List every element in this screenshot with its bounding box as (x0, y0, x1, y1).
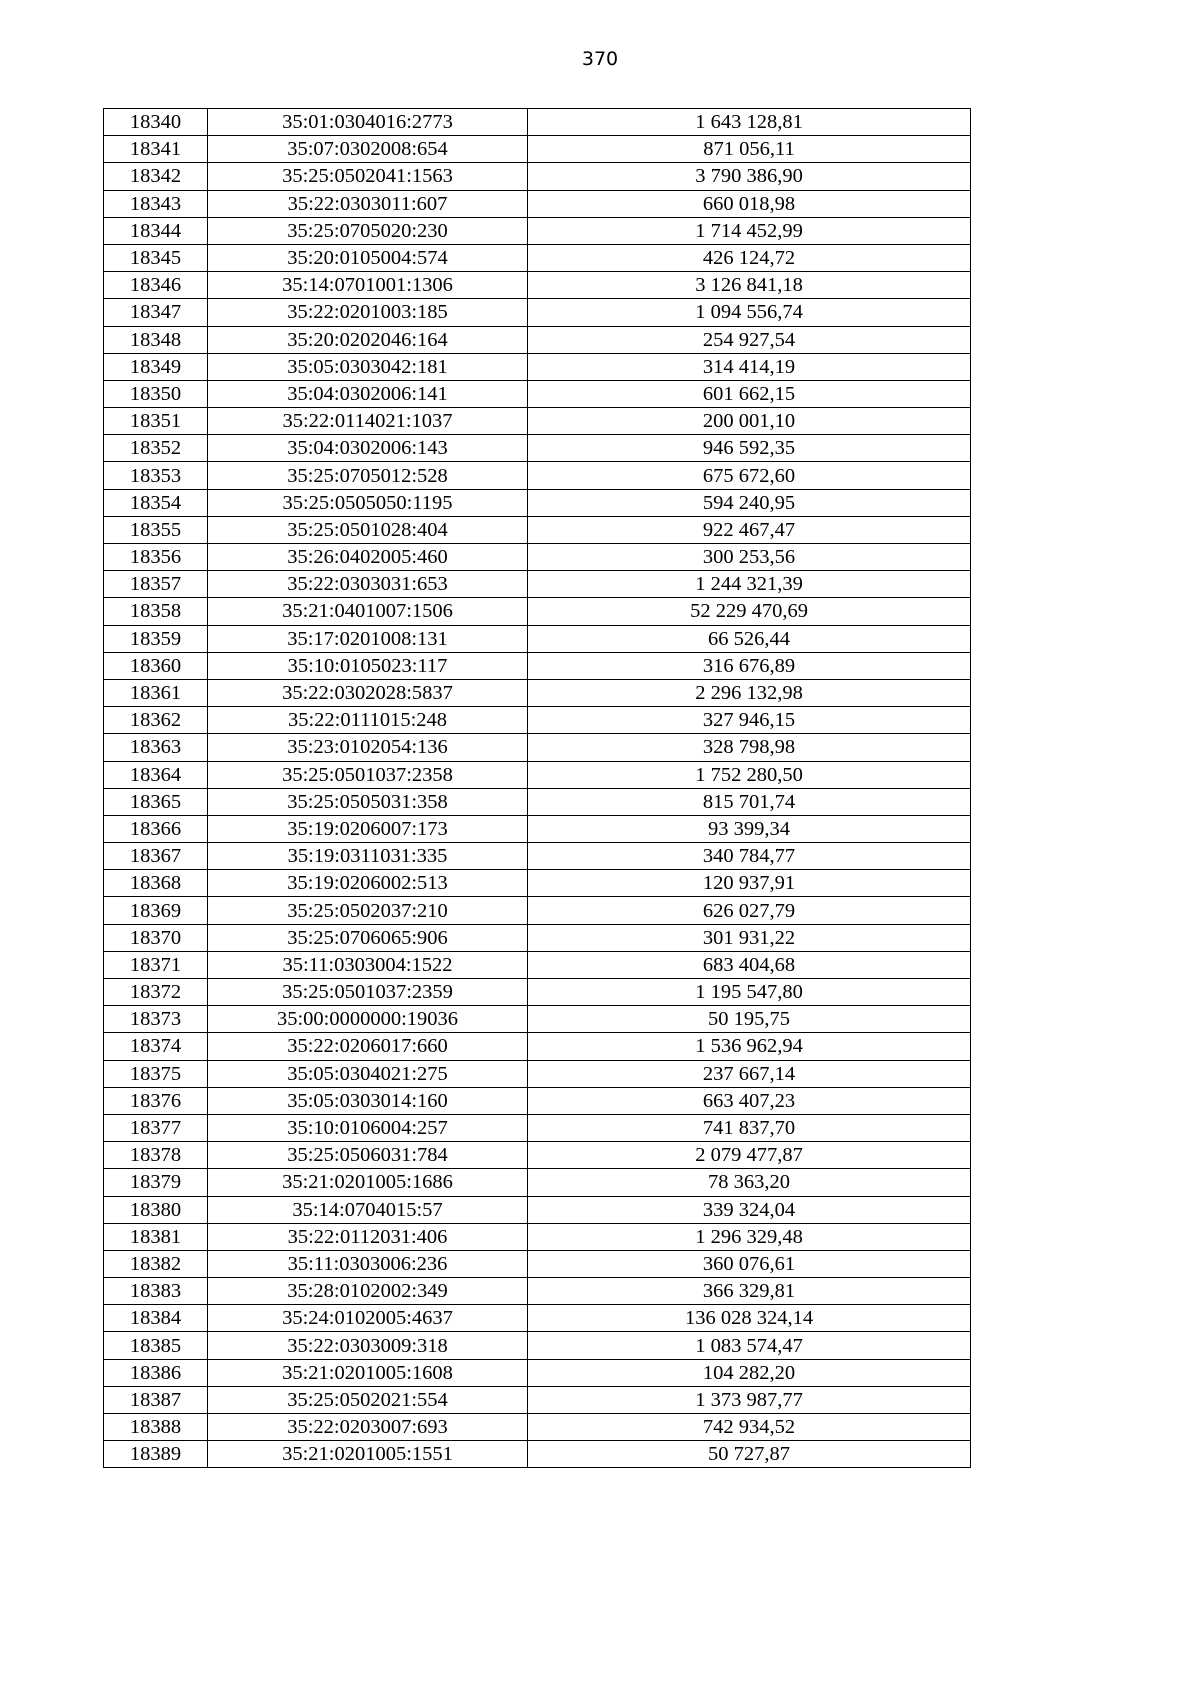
table-row (104, 1006, 971, 1033)
cadastral-value-cell: 1 195 547,80 (528, 979, 971, 1006)
row-number-cell: 18340 (104, 109, 208, 136)
cadastral-value-cell: 660 018,98 (528, 190, 971, 217)
row-number-cell: 18384 (104, 1305, 208, 1332)
row-number-cell: 18363 (104, 734, 208, 761)
row-number-cell: 18349 (104, 353, 208, 380)
row-number-cell: 18361 (104, 679, 208, 706)
cadastral-number-cell: 35:25:0506031:784 (208, 1142, 528, 1169)
cadastral-value-cell: 1 373 987,77 (528, 1386, 971, 1413)
cadastral-number-cell: 35:07:0302008:654 (208, 136, 528, 163)
cadastral-value-cell: 922 467,47 (528, 516, 971, 543)
table-row (104, 380, 971, 407)
row-number-cell: 18369 (104, 897, 208, 924)
table-row (104, 244, 971, 271)
cadastral-value-cell: 594 240,95 (528, 489, 971, 516)
cadastral-number-cell: 35:20:0202046:164 (208, 326, 528, 353)
row-number-cell: 18377 (104, 1114, 208, 1141)
cadastral-number-cell: 35:10:0106004:257 (208, 1114, 528, 1141)
row-number-cell: 18362 (104, 707, 208, 734)
cadastral-number-cell: 35:14:0701001:1306 (208, 272, 528, 299)
table-row (104, 707, 971, 734)
table-row (104, 272, 971, 299)
table-row (104, 571, 971, 598)
cadastral-number-cell: 35:25:0505031:358 (208, 788, 528, 815)
cadastral-value-cell: 1 714 452,99 (528, 217, 971, 244)
cadastral-value-table (103, 108, 971, 1468)
row-number-cell: 18341 (104, 136, 208, 163)
cadastral-value-cell: 426 124,72 (528, 244, 971, 271)
cadastral-number-cell: 35:22:0114021:1037 (208, 408, 528, 435)
table-row (104, 979, 971, 1006)
table-row (104, 761, 971, 788)
row-number-cell: 18368 (104, 870, 208, 897)
cadastral-number-cell: 35:19:0206007:173 (208, 815, 528, 842)
page-number: 370 (581, 48, 619, 70)
cadastral-number-cell: 35:22:0303011:607 (208, 190, 528, 217)
row-number-cell: 18351 (104, 408, 208, 435)
row-number-cell: 18371 (104, 951, 208, 978)
row-number-cell: 18342 (104, 163, 208, 190)
table-row (104, 734, 971, 761)
table-row (104, 1196, 971, 1223)
row-number-cell: 18348 (104, 326, 208, 353)
cadastral-value-cell: 300 253,56 (528, 544, 971, 571)
cadastral-value-cell: 1 643 128,81 (528, 109, 971, 136)
row-number-cell: 18347 (104, 299, 208, 326)
cadastral-number-cell: 35:11:0303006:236 (208, 1250, 528, 1277)
row-number-cell: 18355 (104, 516, 208, 543)
cadastral-number-cell: 35:05:0303042:181 (208, 353, 528, 380)
cadastral-value-cell: 78 363,20 (528, 1169, 971, 1196)
row-number-cell: 18370 (104, 924, 208, 951)
table-row (104, 924, 971, 951)
cadastral-number-cell: 35:05:0304021:275 (208, 1060, 528, 1087)
cadastral-value-cell: 946 592,35 (528, 435, 971, 462)
cadastral-value-cell: 339 324,04 (528, 1196, 971, 1223)
cadastral-value-cell: 328 798,98 (528, 734, 971, 761)
cadastral-value-cell: 93 399,34 (528, 815, 971, 842)
cadastral-number-cell: 35:25:0502037:210 (208, 897, 528, 924)
table-row (104, 299, 971, 326)
cadastral-value-cell: 314 414,19 (528, 353, 971, 380)
row-number-cell: 18350 (104, 380, 208, 407)
cadastral-number-cell: 35:25:0502041:1563 (208, 163, 528, 190)
table-row (104, 190, 971, 217)
cadastral-number-cell: 35:22:0303009:318 (208, 1332, 528, 1359)
table-row (104, 1386, 971, 1413)
table-row (104, 516, 971, 543)
cadastral-number-cell: 35:11:0303004:1522 (208, 951, 528, 978)
row-number-cell: 18353 (104, 462, 208, 489)
cadastral-value-cell: 3 126 841,18 (528, 272, 971, 299)
cadastral-number-cell: 35:22:0303031:653 (208, 571, 528, 598)
table-row (104, 1359, 971, 1386)
cadastral-number-cell: 35:22:0203007:693 (208, 1414, 528, 1441)
table-row (104, 462, 971, 489)
row-number-cell: 18374 (104, 1033, 208, 1060)
cadastral-value-cell: 104 282,20 (528, 1359, 971, 1386)
row-number-cell: 18382 (104, 1250, 208, 1277)
cadastral-number-cell: 35:25:0501037:2359 (208, 979, 528, 1006)
cadastral-number-cell: 35:22:0112031:406 (208, 1223, 528, 1250)
cadastral-value-cell: 815 701,74 (528, 788, 971, 815)
cadastral-number-cell: 35:22:0201003:185 (208, 299, 528, 326)
table-row (104, 625, 971, 652)
row-number-cell: 18373 (104, 1006, 208, 1033)
row-number-cell: 18372 (104, 979, 208, 1006)
row-number-cell: 18375 (104, 1060, 208, 1087)
cadastral-value-cell: 360 076,61 (528, 1250, 971, 1277)
cadastral-number-cell: 35:25:0505050:1195 (208, 489, 528, 516)
cadastral-number-cell: 35:23:0102054:136 (208, 734, 528, 761)
cadastral-number-cell: 35:01:0304016:2773 (208, 109, 528, 136)
cadastral-number-cell: 35:25:0706065:906 (208, 924, 528, 951)
table-row (104, 109, 971, 136)
table-row (104, 870, 971, 897)
table-row (104, 679, 971, 706)
cadastral-value-cell: 601 662,15 (528, 380, 971, 407)
row-number-cell: 18387 (104, 1386, 208, 1413)
cadastral-value-cell: 1 083 574,47 (528, 1332, 971, 1359)
row-number-cell: 18344 (104, 217, 208, 244)
cadastral-number-cell: 35:25:0501037:2358 (208, 761, 528, 788)
table-row (104, 1414, 971, 1441)
row-number-cell: 18359 (104, 625, 208, 652)
cadastral-value-cell: 626 027,79 (528, 897, 971, 924)
cadastral-value-cell: 3 790 386,90 (528, 163, 971, 190)
cadastral-number-cell: 35:00:0000000:19036 (208, 1006, 528, 1033)
table-row (104, 326, 971, 353)
cadastral-number-cell: 35:25:0501028:404 (208, 516, 528, 543)
row-number-cell: 18386 (104, 1359, 208, 1386)
table-row (104, 544, 971, 571)
row-number-cell: 18356 (104, 544, 208, 571)
cadastral-number-cell: 35:10:0105023:117 (208, 652, 528, 679)
table-row (104, 408, 971, 435)
table-row (104, 136, 971, 163)
cadastral-value-cell: 2 079 477,87 (528, 1142, 971, 1169)
cadastral-number-cell: 35:21:0201005:1608 (208, 1359, 528, 1386)
cadastral-number-cell: 35:26:0402005:460 (208, 544, 528, 571)
cadastral-value-cell: 301 931,22 (528, 924, 971, 951)
table-row (104, 1060, 971, 1087)
cadastral-value-cell: 683 404,68 (528, 951, 971, 978)
table-row (104, 897, 971, 924)
cadastral-number-cell: 35:21:0401007:1506 (208, 598, 528, 625)
row-number-cell: 18389 (104, 1441, 208, 1468)
table-body (104, 109, 971, 1468)
cadastral-number-cell: 35:22:0302028:5837 (208, 679, 528, 706)
table-row (104, 1332, 971, 1359)
row-number-cell: 18380 (104, 1196, 208, 1223)
table-row (104, 435, 971, 462)
row-number-cell: 18379 (104, 1169, 208, 1196)
table-row (104, 788, 971, 815)
table-row (104, 1169, 971, 1196)
cadastral-number-cell: 35:17:0201008:131 (208, 625, 528, 652)
cadastral-number-cell: 35:25:0705020:230 (208, 217, 528, 244)
cadastral-number-cell: 35:28:0102002:349 (208, 1278, 528, 1305)
cadastral-value-cell: 120 937,91 (528, 870, 971, 897)
row-number-cell: 18381 (104, 1223, 208, 1250)
cadastral-value-cell: 237 667,14 (528, 1060, 971, 1087)
cadastral-value-cell: 1 752 280,50 (528, 761, 971, 788)
cadastral-number-cell: 35:21:0201005:1551 (208, 1441, 528, 1468)
table-row (104, 1278, 971, 1305)
cadastral-value-cell: 136 028 324,14 (528, 1305, 971, 1332)
cadastral-number-cell: 35:22:0111015:248 (208, 707, 528, 734)
row-number-cell: 18385 (104, 1332, 208, 1359)
table-row (104, 598, 971, 625)
row-number-cell: 18343 (104, 190, 208, 217)
cadastral-number-cell: 35:04:0302006:143 (208, 435, 528, 462)
table-row (104, 1441, 971, 1468)
table-row (104, 163, 971, 190)
table-row (104, 1033, 971, 1060)
cadastral-number-cell: 35:05:0303014:160 (208, 1087, 528, 1114)
cadastral-value-cell: 254 927,54 (528, 326, 971, 353)
cadastral-value-cell: 50 727,87 (528, 1441, 971, 1468)
row-number-cell: 18346 (104, 272, 208, 299)
cadastral-value-cell: 327 946,15 (528, 707, 971, 734)
table-row (104, 843, 971, 870)
cadastral-number-cell: 35:25:0705012:528 (208, 462, 528, 489)
row-number-cell: 18367 (104, 843, 208, 870)
row-number-cell: 18376 (104, 1087, 208, 1114)
cadastral-value-cell: 741 837,70 (528, 1114, 971, 1141)
cadastral-value-cell: 663 407,23 (528, 1087, 971, 1114)
table-row (104, 217, 971, 244)
cadastral-value-cell: 340 784,77 (528, 843, 971, 870)
cadastral-value-cell: 1 296 329,48 (528, 1223, 971, 1250)
table-row (104, 1087, 971, 1114)
cadastral-number-cell: 35:24:0102005:4637 (208, 1305, 528, 1332)
cadastral-value-cell: 675 672,60 (528, 462, 971, 489)
cadastral-value-cell: 52 229 470,69 (528, 598, 971, 625)
table-row (104, 353, 971, 380)
cadastral-number-cell: 35:19:0206002:513 (208, 870, 528, 897)
row-number-cell: 18364 (104, 761, 208, 788)
table-row (104, 1250, 971, 1277)
row-number-cell: 18345 (104, 244, 208, 271)
row-number-cell: 18358 (104, 598, 208, 625)
table-row (104, 652, 971, 679)
cadastral-value-cell: 742 934,52 (528, 1414, 971, 1441)
table-row (104, 1305, 971, 1332)
row-number-cell: 18383 (104, 1278, 208, 1305)
row-number-cell: 18354 (104, 489, 208, 516)
cadastral-value-cell: 2 296 132,98 (528, 679, 971, 706)
row-number-cell: 18366 (104, 815, 208, 842)
cadastral-value-cell: 366 329,81 (528, 1278, 971, 1305)
cadastral-value-cell: 50 195,75 (528, 1006, 971, 1033)
cadastral-value-cell: 200 001,10 (528, 408, 971, 435)
cadastral-value-cell: 66 526,44 (528, 625, 971, 652)
cadastral-value-cell: 1 536 962,94 (528, 1033, 971, 1060)
cadastral-value-cell: 871 056,11 (528, 136, 971, 163)
row-number-cell: 18357 (104, 571, 208, 598)
cadastral-number-cell: 35:21:0201005:1686 (208, 1169, 528, 1196)
row-number-cell: 18360 (104, 652, 208, 679)
cadastral-number-cell: 35:22:0206017:660 (208, 1033, 528, 1060)
table-row (104, 1142, 971, 1169)
row-number-cell: 18365 (104, 788, 208, 815)
row-number-cell: 18378 (104, 1142, 208, 1169)
table-row (104, 489, 971, 516)
table-row (104, 1114, 971, 1141)
cadastral-number-cell: 35:14:0704015:57 (208, 1196, 528, 1223)
row-number-cell: 18388 (104, 1414, 208, 1441)
cadastral-value-cell: 1 244 321,39 (528, 571, 971, 598)
cadastral-number-cell: 35:25:0502021:554 (208, 1386, 528, 1413)
table-row (104, 815, 971, 842)
cadastral-number-cell: 35:19:0311031:335 (208, 843, 528, 870)
cadastral-value-cell: 1 094 556,74 (528, 299, 971, 326)
table-row (104, 1223, 971, 1250)
cadastral-number-cell: 35:04:0302006:141 (208, 380, 528, 407)
cadastral-value-cell: 316 676,89 (528, 652, 971, 679)
table-row (104, 951, 971, 978)
cadastral-number-cell: 35:20:0105004:574 (208, 244, 528, 271)
row-number-cell: 18352 (104, 435, 208, 462)
